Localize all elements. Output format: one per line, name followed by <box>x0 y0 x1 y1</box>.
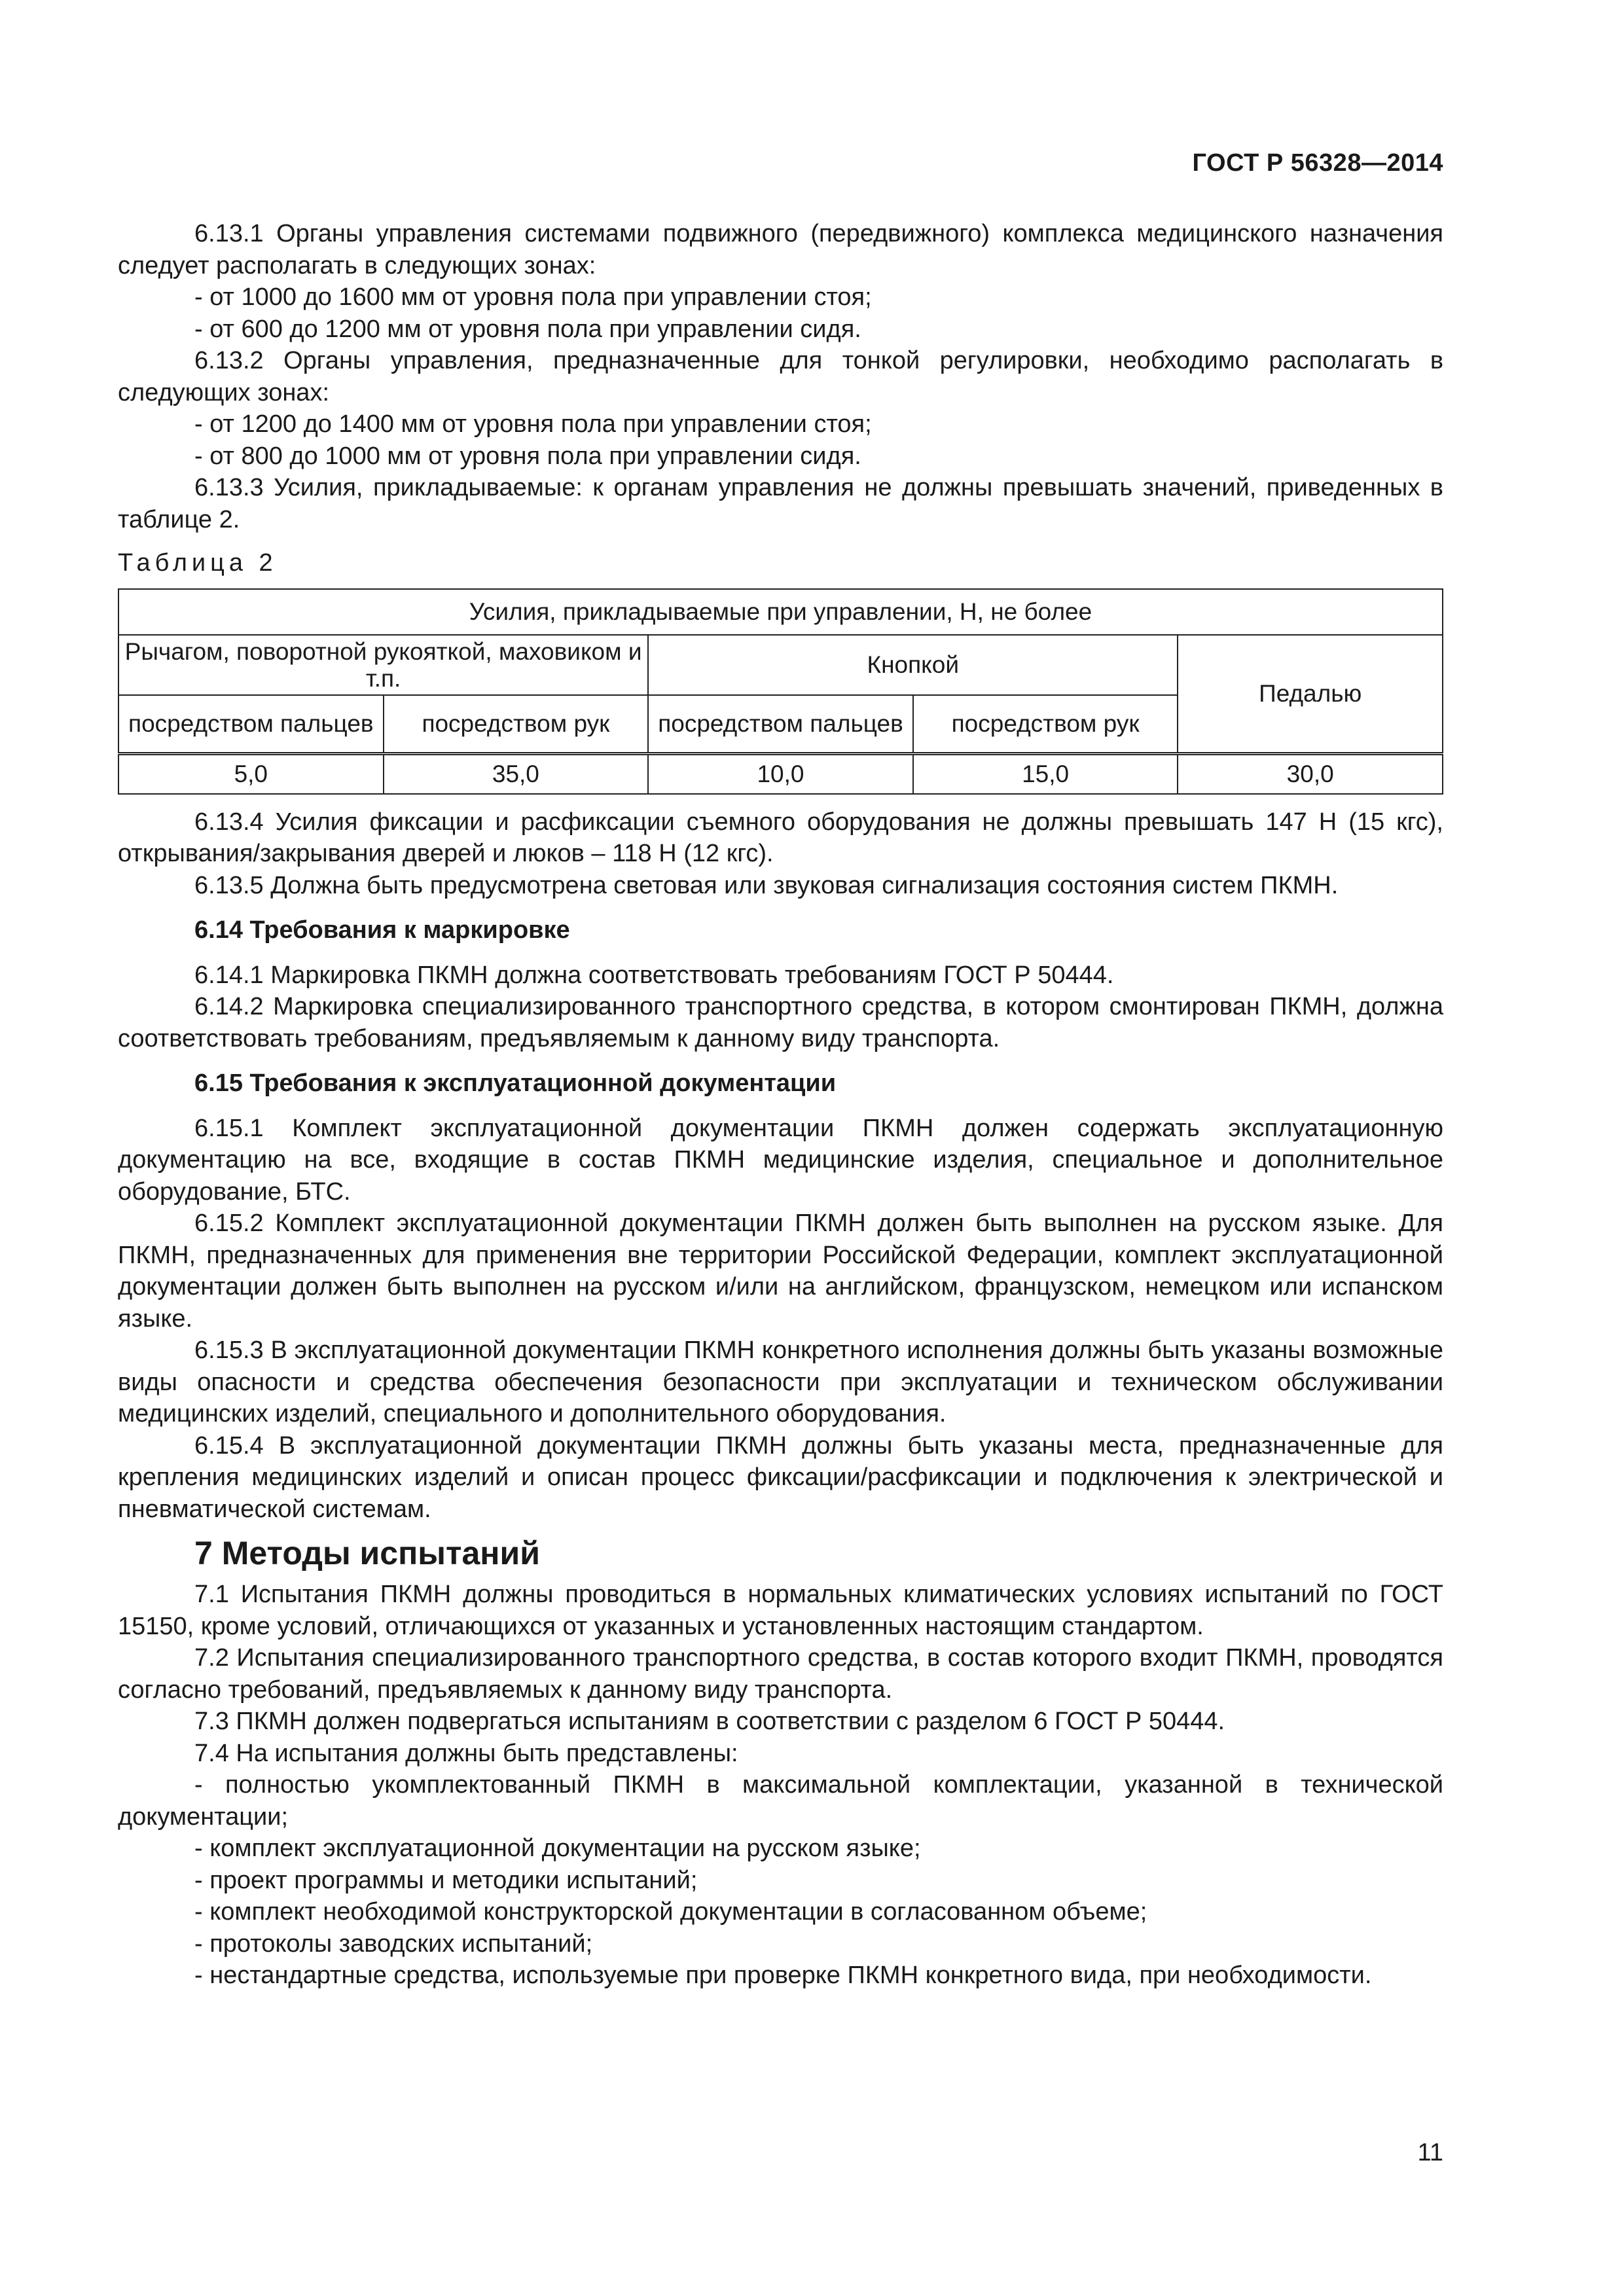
paragraph-6-15-4: 6.15.4 В эксплуатационной документации ПКМН должны быть указаны места, предназначенные для крепления медицинских изделий и описан процесс фиксации/расфиксации и подключения к электрической и пневматической системам. <box>118 1431 1443 1523</box>
list-item: - проект программы и методики испытаний; <box>194 1866 698 1894</box>
paragraph-6-14-2: 6.14.2 Маркировка специализированного транспортного средства, в котором смонтирован ПКМН, должна соответствовать требованиям, предъявляемым к данному виду транспорта. <box>118 993 1443 1052</box>
table-header-main: Усилия, прикладываемые при управлении, Н, не более <box>118 589 1443 635</box>
table-cell: 35,0 <box>384 753 649 794</box>
table-cell: 5,0 <box>118 753 384 794</box>
forces-table <box>118 588 1443 795</box>
list-item: - протоколы заводских испытаний; <box>194 1929 593 1958</box>
document-id-header: ГОСТ Р 56328—2014 <box>1192 149 1443 177</box>
section-heading-7: 7 Методы испытаний <box>194 1535 540 1571</box>
list-item: - нестандартные средства, используемые при проверке ПКМН конкретного вида, при необходимости. <box>194 1962 1372 1989</box>
paragraph-6-15-2: 6.15.2 Комплект эксплуатационной документации ПКМН должен быть выполнен на русском языке. Для ПКМН, предназначенных для применения вне территории Российской Федерации, комплект эксплуатационной документации должен быть выполнен на русском и/или на английском, французском, немецком или испанском языке. <box>118 1210 1443 1333</box>
table-cell: 15,0 <box>913 753 1178 794</box>
table-cell: 10,0 <box>648 753 913 794</box>
paragraph-7-3: 7.3 ПКМН должен подвергаться испытаниям в соответствии с разделом 6 ГОСТ Р 50444. <box>194 1708 1225 1735</box>
paragraph-6-15-3: 6.15.3 В эксплуатационной документации ПКМН конкретного исполнения должны быть указаны возможные виды опасности и средства обеспечения безопасности при эксплуатации и техническом обслуживании медицинских изделий, специального и дополнительного оборудования. <box>118 1336 1443 1427</box>
table-caption: Таблица 2 <box>118 549 278 577</box>
paragraph-6-13-3: 6.13.3 Усилия, прикладываемые: к органам управления не должны превышать значений, приведенных в таблице 2. <box>118 474 1443 533</box>
table-subheader-hands: посредством рук <box>384 695 649 754</box>
paragraph-6-13-2: 6.13.2 Органы управления, предназначенные для тонкой регулировки, необходимо располагать в следующих зонах: <box>118 347 1443 406</box>
table-subheader-hands: посредством рук <box>913 695 1178 754</box>
page-number: 11 <box>1417 2139 1443 2166</box>
table-subheader-fingers: посредством пальцев <box>648 695 913 754</box>
list-item: - от 600 до 1200 мм от уровня пола при управлении сидя. <box>194 315 861 343</box>
paragraph-7-1: 7.1 Испытания ПКМН должны проводиться в нормальных климатических условиях испытаний по ГОСТ 15150, кроме условий, отличающихся от указанных и установленных настоящим стандартом. <box>118 1581 1443 1640</box>
list-item: - от 1000 до 1600 мм от уровня пола при управлении стоя; <box>194 283 872 311</box>
paragraph-6-14-1: 6.14.1 Маркировка ПКМН должна соответствовать требованиям ГОСТ Р 50444. <box>194 961 1114 989</box>
paragraph-6-13-5: 6.13.5 Должна быть предусмотрена световая или звуковая сигнализация состояния систем ПКМН. <box>194 871 1339 899</box>
list-item: - комплект необходимой конструкторской документации в согласованном объеме; <box>194 1898 1147 1926</box>
table-cell: 30,0 <box>1178 753 1443 794</box>
list-item: - полностью укомплектованный ПКМН в максимальной комплектации, указанной в технической документации; <box>118 1771 1443 1831</box>
paragraph-6-15-1: 6.15.1 Комплект эксплуатационной документации ПКМН должен содержать эксплуатационную документацию на все, входящие в состав ПКМН медицинские изделия, специальное и дополнительное оборудование, БТС. <box>118 1114 1443 1206</box>
paragraph-7-2: 7.2 Испытания специализированного транспортного средства, в состав которого входит ПКМН, проводятся согласно требований, предъявляемых к данному виду транспорта. <box>118 1644 1443 1704</box>
table-header-pedal: Педалью <box>1178 635 1443 754</box>
paragraph-7-4: 7.4 На испытания должны быть представлены: <box>194 1739 738 1767</box>
section-heading-6-14: 6.14 Требования к маркировке <box>194 916 570 944</box>
list-item: - от 800 до 1000 мм от уровня пола при управлении сидя. <box>194 442 861 470</box>
paragraph-6-13-1: 6.13.1 Органы управления системами подвижного (передвижного) комплекса медицинского назначения следует располагать в следующих зонах: <box>118 220 1443 279</box>
table-header-lever: Рычагом, поворотной рукояткой, маховиком и т.п. <box>118 635 648 695</box>
list-item: - от 1200 до 1400 мм от уровня пола при управлении стоя; <box>194 410 872 438</box>
table-subheader-fingers: посредством пальцев <box>118 695 384 754</box>
paragraph-6-13-4: 6.13.4 Усилия фиксации и расфиксации съемного оборудования не должны превышать 147 Н (15 кгс), открывания/закрывания дверей и люков – 118 Н (12 кгс). <box>118 808 1443 867</box>
table-header-button: Кнопкой <box>648 635 1178 695</box>
page-content <box>118 218 1443 1992</box>
section-heading-6-15: 6.15 Требования к эксплуатационной документации <box>194 1069 837 1097</box>
list-item: - комплект эксплуатационной документации на русском языке; <box>194 1835 921 1862</box>
